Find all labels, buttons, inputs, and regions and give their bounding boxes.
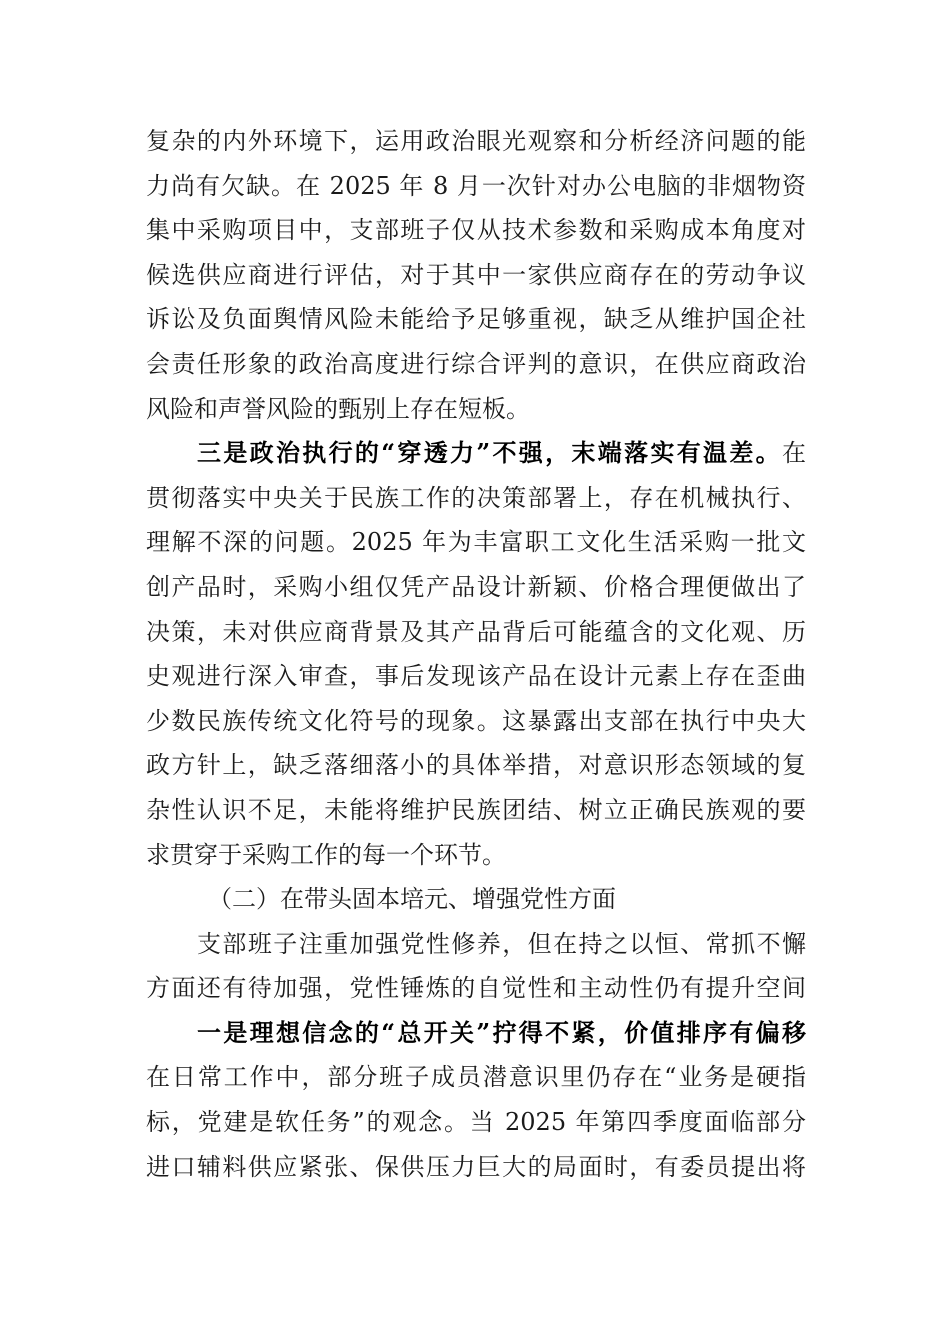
paragraph-three-bold-lead: 三是政治执行的“穿透力”不强，末端落实有温差。	[197, 438, 782, 468]
text-line: 求贯穿于采购工作的每一个环节。	[146, 840, 506, 869]
text-line: 少数民族传统文化符号的现象。这暴露出支部在执行中央大	[146, 706, 806, 735]
text-line: 会责任形象的政治高度进行综合评判的意识，在供应商政治	[146, 349, 806, 378]
text-line: 创产品时，采购小组仅凭产品设计新颖、价格合理便做出了	[146, 572, 806, 601]
text-line: 政方针上，缺乏落细落小的具体举措，对意识形态领域的复	[146, 751, 806, 780]
paragraph-three-first-tail: 在	[782, 439, 806, 468]
text-line: 理解不深的问题。2025 年为丰富职工文化生活采购一批文	[146, 528, 806, 557]
text-line: 决策，未对供应商背景及其产品背后可能蕴含的文化观、历	[146, 617, 806, 646]
text-line: 方面还有待加强，党性锤炼的自觉性和主动性仍有提升空间	[146, 974, 806, 1003]
text-line: 贯彻落实中央关于民族工作的决策部署上，存在机械执行、	[146, 483, 806, 512]
text-line: 在日常工作中，部分班子成员潜意识里仍存在“业务是硬指	[146, 1063, 806, 1092]
text-line: 风险和声誉风险的甄别上存在短板。	[146, 394, 530, 423]
text-line: 候选供应商进行评估，对于其中一家供应商存在的劳动争议	[146, 260, 806, 289]
paragraph-three-first-line	[146, 431, 806, 476]
text-line: 杂性认识不足，未能将维护民族团结、树立正确民族观的要	[146, 795, 806, 824]
text-line: 力尚有欠缺。在 2025 年 8 月一次针对办公电脑的非烟物资	[146, 171, 806, 200]
text-line: 进口辅料供应紧张、保供压力巨大的局面时，有委员提出将	[146, 1152, 806, 1181]
text-line: 诉讼及负面舆情风险未能给予足够重视，缺乏从维护国企社	[146, 305, 806, 334]
text-line: 复杂的内外环境下，运用政治眼光观察和分析经济问题的能	[146, 127, 806, 155]
text-line: 支部班子注重加强党性修养，但在持之以恒、常抓不懈	[197, 929, 806, 958]
text-line: 集中采购项目中，支部班子仅从技术参数和采购成本角度对	[146, 216, 806, 245]
text-line: 标，党建是软任务”的观念。当 2025 年第四季度面临部分	[146, 1108, 806, 1137]
text-line: 史观进行深入审查，事后发现该产品在设计元素上存在歪曲	[146, 662, 806, 691]
document-body	[146, 119, 806, 1189]
paragraph-one-bold-lead: 一是理想信念的“总开关”拧得不紧，价值排序有偏移	[197, 1017, 806, 1047]
paragraph-one-first-line	[146, 1011, 806, 1056]
section-heading: （二）在带头固本培元、增强党性方面	[208, 885, 616, 914]
